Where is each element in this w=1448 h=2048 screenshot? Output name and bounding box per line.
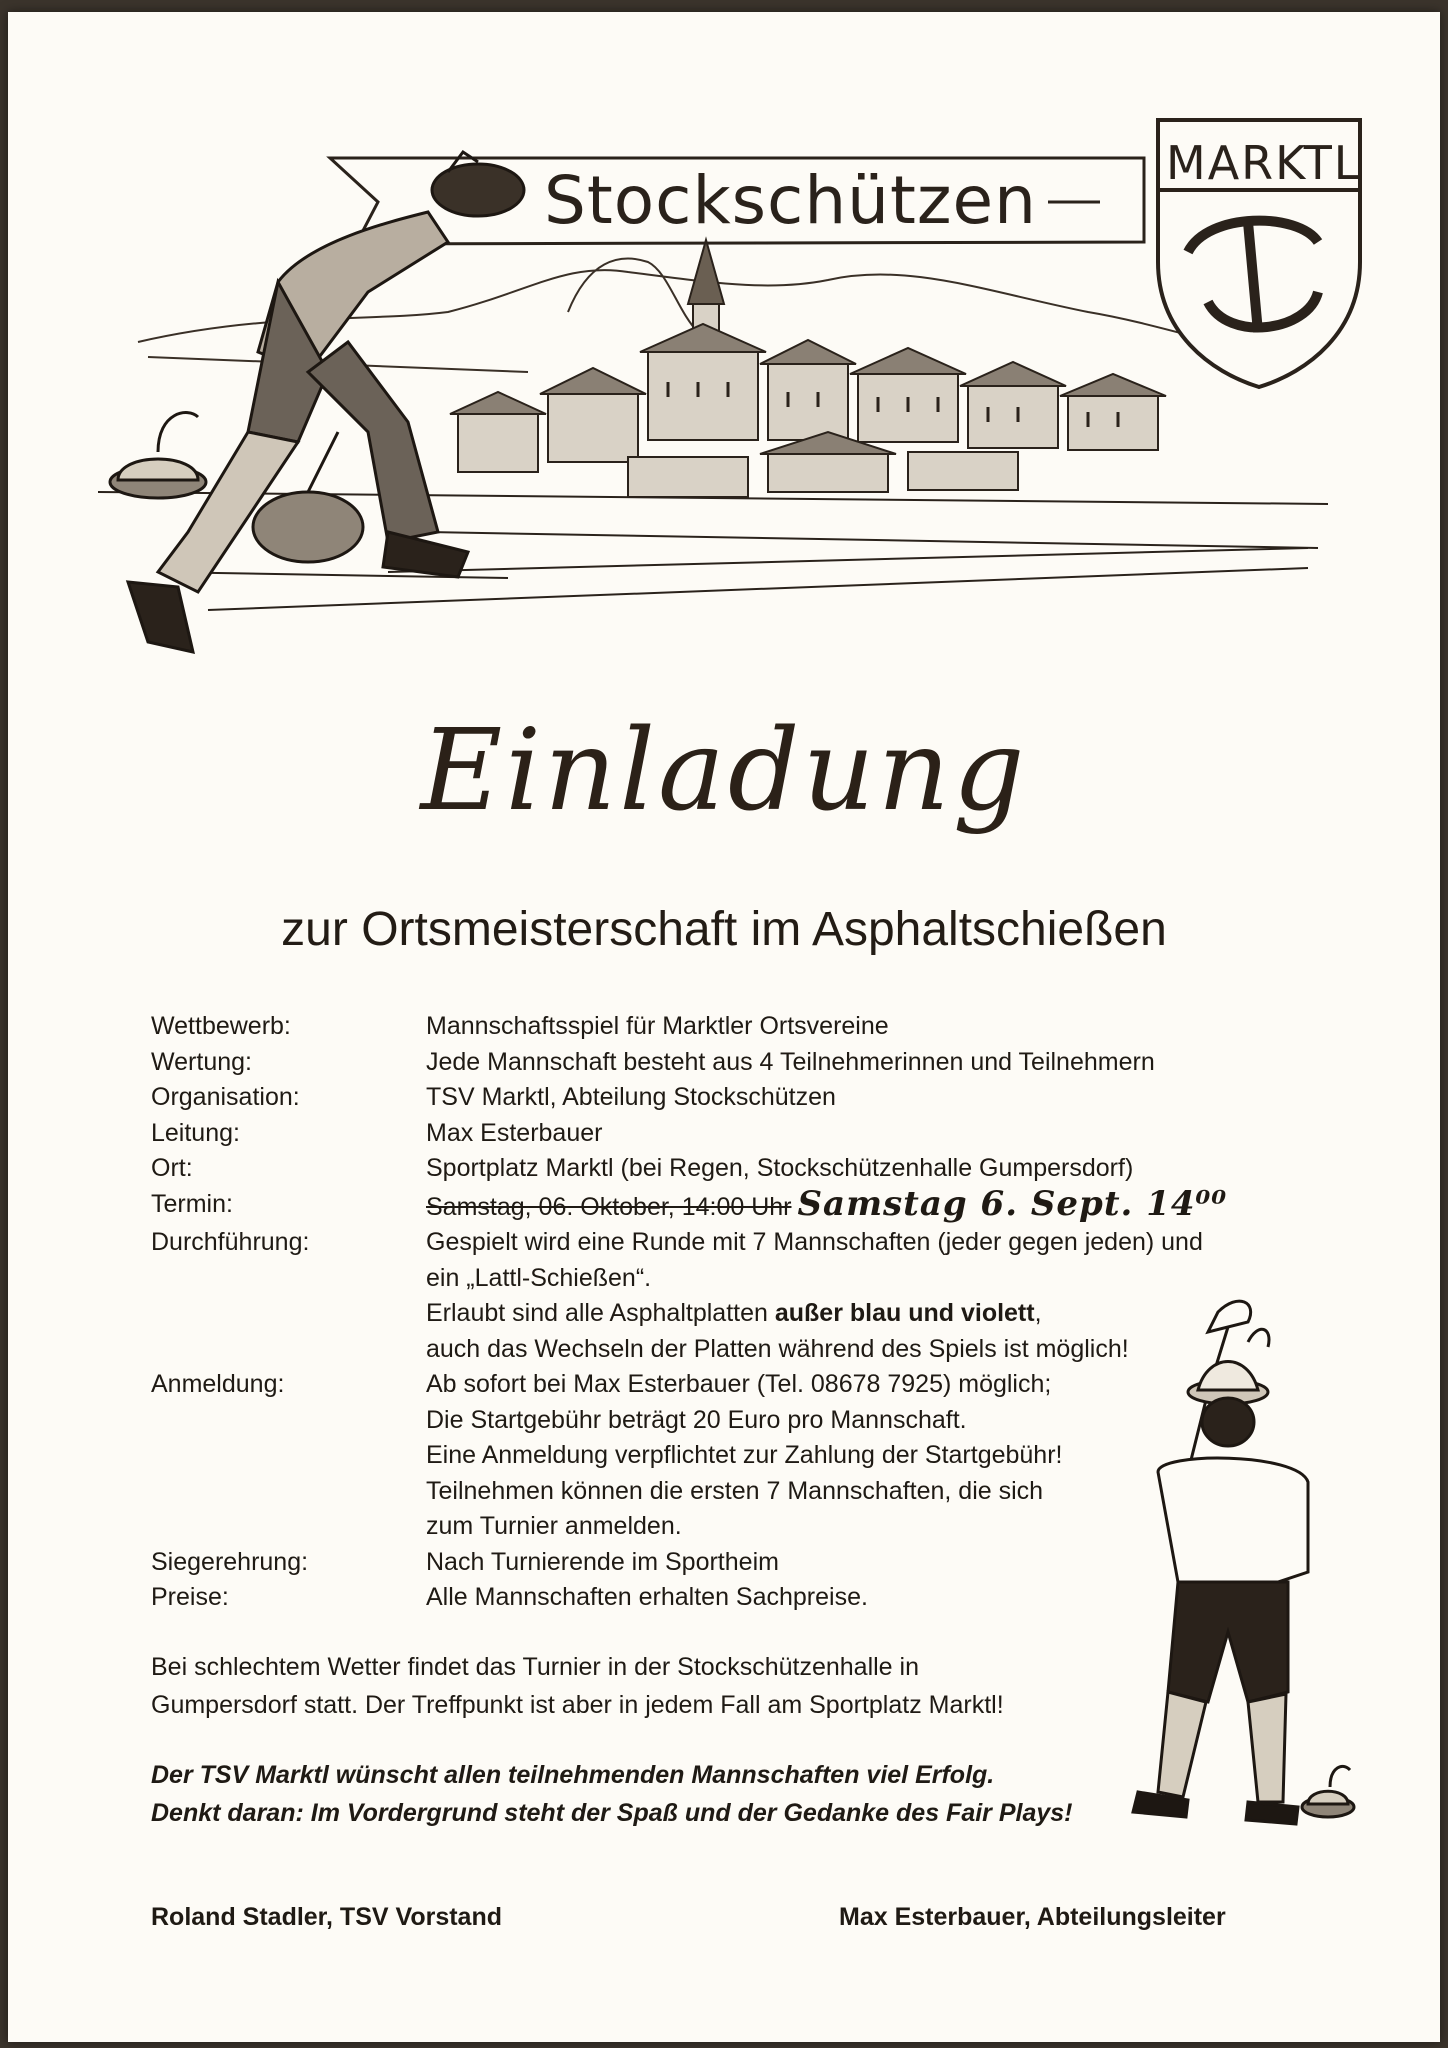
detail-line-bold: außer blau und violett	[774, 1299, 1035, 1327]
detail-line: auch das Wechseln der Platten während des Spiels ist möglich!	[426, 1334, 1129, 1363]
detail-value: Jede Mannschaft besteht aus 4 Teilnehmerinnen und Teilnehmern	[426, 1047, 1155, 1076]
detail-label: Leitung:	[151, 1118, 240, 1147]
village-drawing	[450, 240, 1166, 497]
detail-label: Ort:	[151, 1154, 193, 1182]
detail-label: Siegerehrung:	[151, 1547, 309, 1576]
detail-row-wettbewerb	[151, 1009, 1331, 1045]
detail-row-ort	[151, 1151, 1331, 1187]
detail-label: Durchführung:	[151, 1228, 310, 1256]
detail-line: Eine Anmeldung verpflichtet zur Zahlung der Startgebühr!	[426, 1441, 1063, 1469]
detail-line: Die Startgebühr beträgt 20 Euro pro Mannschaft.	[426, 1405, 967, 1434]
detail-value: Sportplatz Marktl (bei Regen, Stockschützenhalle Gumpersdorf)	[426, 1154, 1134, 1182]
weather-note-line: Gumpersdorf statt. Der Treffpunkt ist aber in jedem Fall am Sportplatz Marktl!	[151, 1691, 1004, 1719]
crest-label: MARKTL	[1166, 136, 1362, 190]
weather-note	[151, 1648, 1151, 1724]
page-title: Einladung	[420, 706, 1028, 836]
detail-label: Preise:	[151, 1583, 229, 1611]
closing-wishes	[151, 1756, 1201, 1832]
detail-label: Wertung:	[151, 1047, 252, 1076]
detail-value: Mannschaftsspiel für Marktler Ortsvereine	[426, 1012, 889, 1040]
closing-line: Denkt daran: Im Vordergrund steht der Spaß und der Gedanke des Fair Plays!	[151, 1799, 1073, 1827]
detail-label: Anmeldung:	[151, 1370, 285, 1398]
weather-note-line: Bei schlechtem Wetter findet das Turnier in der Stockschützenhalle in	[151, 1653, 919, 1681]
detail-label: Organisation:	[151, 1083, 300, 1111]
detail-label: Wettbewerb:	[151, 1012, 291, 1040]
header-illustration	[8, 12, 1440, 672]
detail-row-organisation	[151, 1080, 1331, 1116]
detail-row-leitung	[151, 1116, 1331, 1152]
closing-line: Der TSV Marktl wünscht allen teilnehmenden Mannschaften viel Erfolg.	[151, 1761, 995, 1789]
detail-line: ein „Lattl-Schießen“.	[426, 1263, 652, 1292]
detail-value: TSV Marktl, Abteilung Stockschützen	[426, 1083, 836, 1111]
detail-value: Nach Turnierende im Sportheim	[426, 1547, 779, 1576]
detail-row-wertung	[151, 1045, 1331, 1081]
signature-left: Roland Stadler, TSV Vorstand	[151, 1903, 502, 1931]
detail-line-text: Erlaubt sind alle Asphaltplatten	[426, 1299, 775, 1327]
detail-row-termin	[151, 1183, 1331, 1226]
detail-line: Gespielt wird eine Runde mit 7 Mannschaften (jeder gegen jeden) und	[426, 1228, 1203, 1256]
signature-right: Max Esterbauer, Abteilungsleiter	[839, 1903, 1226, 1931]
detail-line: Teilnehmen können die ersten 7 Mannschaften, die sich	[426, 1476, 1044, 1505]
detail-value: Alle Mannschaften erhalten Sachpreise.	[426, 1583, 868, 1611]
eisstock-drawing	[110, 413, 206, 498]
detail-line: zum Turnier anmelden.	[426, 1512, 682, 1540]
detail-value: Max Esterbauer	[426, 1118, 603, 1147]
detail-line: Ab sofort bei Max Esterbauer (Tel. 08678 7925) möglich;	[426, 1370, 1052, 1398]
detail-value	[426, 1183, 1331, 1226]
detail-line-text: ,	[1034, 1299, 1042, 1327]
termin-struck-date: Samstag, 06. Oktober, 14:00 Uhr	[426, 1192, 792, 1221]
detail-label: Termin:	[151, 1189, 233, 1218]
flyer-page	[8, 12, 1440, 2042]
termin-handwritten-date: Samstag 6. Sept. 14⁰⁰	[797, 1183, 1228, 1224]
page-subtitle: zur Ortsmeisterschaft im Asphaltschießen	[281, 903, 1167, 956]
banner-title: Stockschützen	[544, 162, 1037, 239]
waving-player-drawing	[1098, 1272, 1358, 1832]
